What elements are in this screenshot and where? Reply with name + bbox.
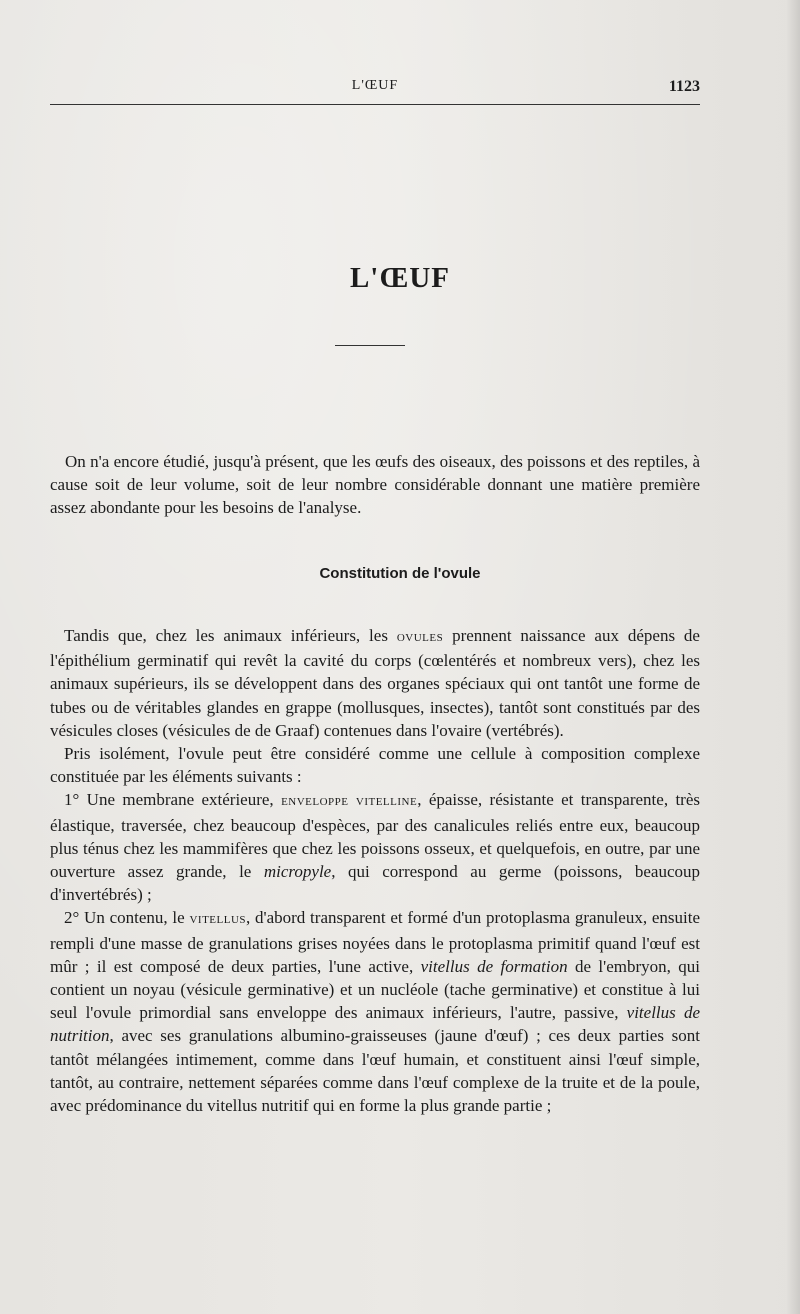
text-run: 1° Une membrane extérieure, — [64, 790, 282, 810]
term-vitellus: vitellus — [189, 911, 247, 928]
text-run: prennent naissance aux dépens de l'épithélium germinatif qui revêt la cavité du corps (cœlentérés et nombreux vers), chez les animaux supérieurs, ils se développent dans des organes spéciaux qui ont tantôt une forme de tubes ou de véritables glandes en grappe (mollusques, insectes), tantôt sont constitués par des vésicules closes (vésicules de de Graaf) contenues dans l'ovaire (vertébrés). — [50, 626, 700, 740]
intro-paragraph: On n'a encore étudié, jusqu'à présent, que les œufs des oiseaux, des poissons et des reptiles, à cause soit de leur volume, soit de leur nombre considérable donnant une matière première assez abondante pour les besoins de l'analyse. — [50, 452, 700, 517]
text-run: , qui correspond au germe (poissons, beaucoup d'invertébrés) ; — [50, 862, 701, 905]
term-vitellus-nutrition: vitellus de nutrition — [50, 1003, 700, 1046]
paragraph-membrane — [50, 788, 700, 906]
term-micropyle: micropyle — [263, 862, 332, 882]
term-ovules: ovules — [396, 629, 444, 645]
section-heading: Constitution de l'ovule — [319, 565, 481, 582]
text-run: , épaisse, résistante et transparente, très élastique, traversée, chez beaucoup d'espèces, par des canalicules reliés entre eux, beaucoup plus ténus chez les mammifères que chez les poissons osseux, et quelquefois, en outre, par une ouverture assez grande, le — [50, 790, 700, 882]
title-rule — [335, 345, 405, 346]
page-number: 1123 — [668, 78, 700, 95]
chapter-title: L'ŒUF — [349, 262, 451, 294]
page-header — [50, 74, 700, 104]
text-run: Tandis que, chez les animaux inférieurs, les — [64, 626, 397, 645]
text-run: 2° Un contenu, le — [64, 908, 190, 928]
header-rule — [50, 104, 700, 105]
text-run: , d'abord transparent et formé d'un protoplasma granuleux, ensuite rempli d'une masse de granulations grises noyées dans le protoplasma primitif quand l'œuf est mûr ; il est composé de deux parties, l'une active, — [50, 908, 700, 976]
term-vitellus-formation: vitellus de formation — [420, 956, 568, 976]
paragraph-ovules — [50, 624, 700, 742]
paragraph-vitellus — [50, 906, 700, 1117]
page-edge-shadow — [786, 0, 800, 1314]
body-text — [50, 624, 700, 1117]
text-run: , avec ses granulations albumino-graisseuses (jaune d'œuf) ; ces deux parties sont tantôt mélangées intimement, comme dans l'œuf humain, et constituent ainsi l'œuf simple, tantôt, au contraire, nettement séparées comme dans l'œuf complexe de la truite et de la poule, avec prédominance du vitellus nutritif qui en forme la plus grande partie ; — [50, 1026, 700, 1116]
term-enveloppe: enveloppe vitelline — [281, 793, 418, 810]
text-run: de l'embryon, qui contient un noyau (vésicule germinative) et un nucléole (tache germinative) et constitue à lui seul l'ovule primordial sans enveloppe des animaux inférieurs, l'autre, passive, — [50, 956, 700, 1023]
running-title: L'ŒUF — [351, 78, 399, 93]
text-run: Pris isolément, l'ovule peut être considéré comme une cellule à composition complexe constituée par les éléments suivants : — [50, 744, 700, 787]
paragraph-cell — [50, 742, 700, 788]
